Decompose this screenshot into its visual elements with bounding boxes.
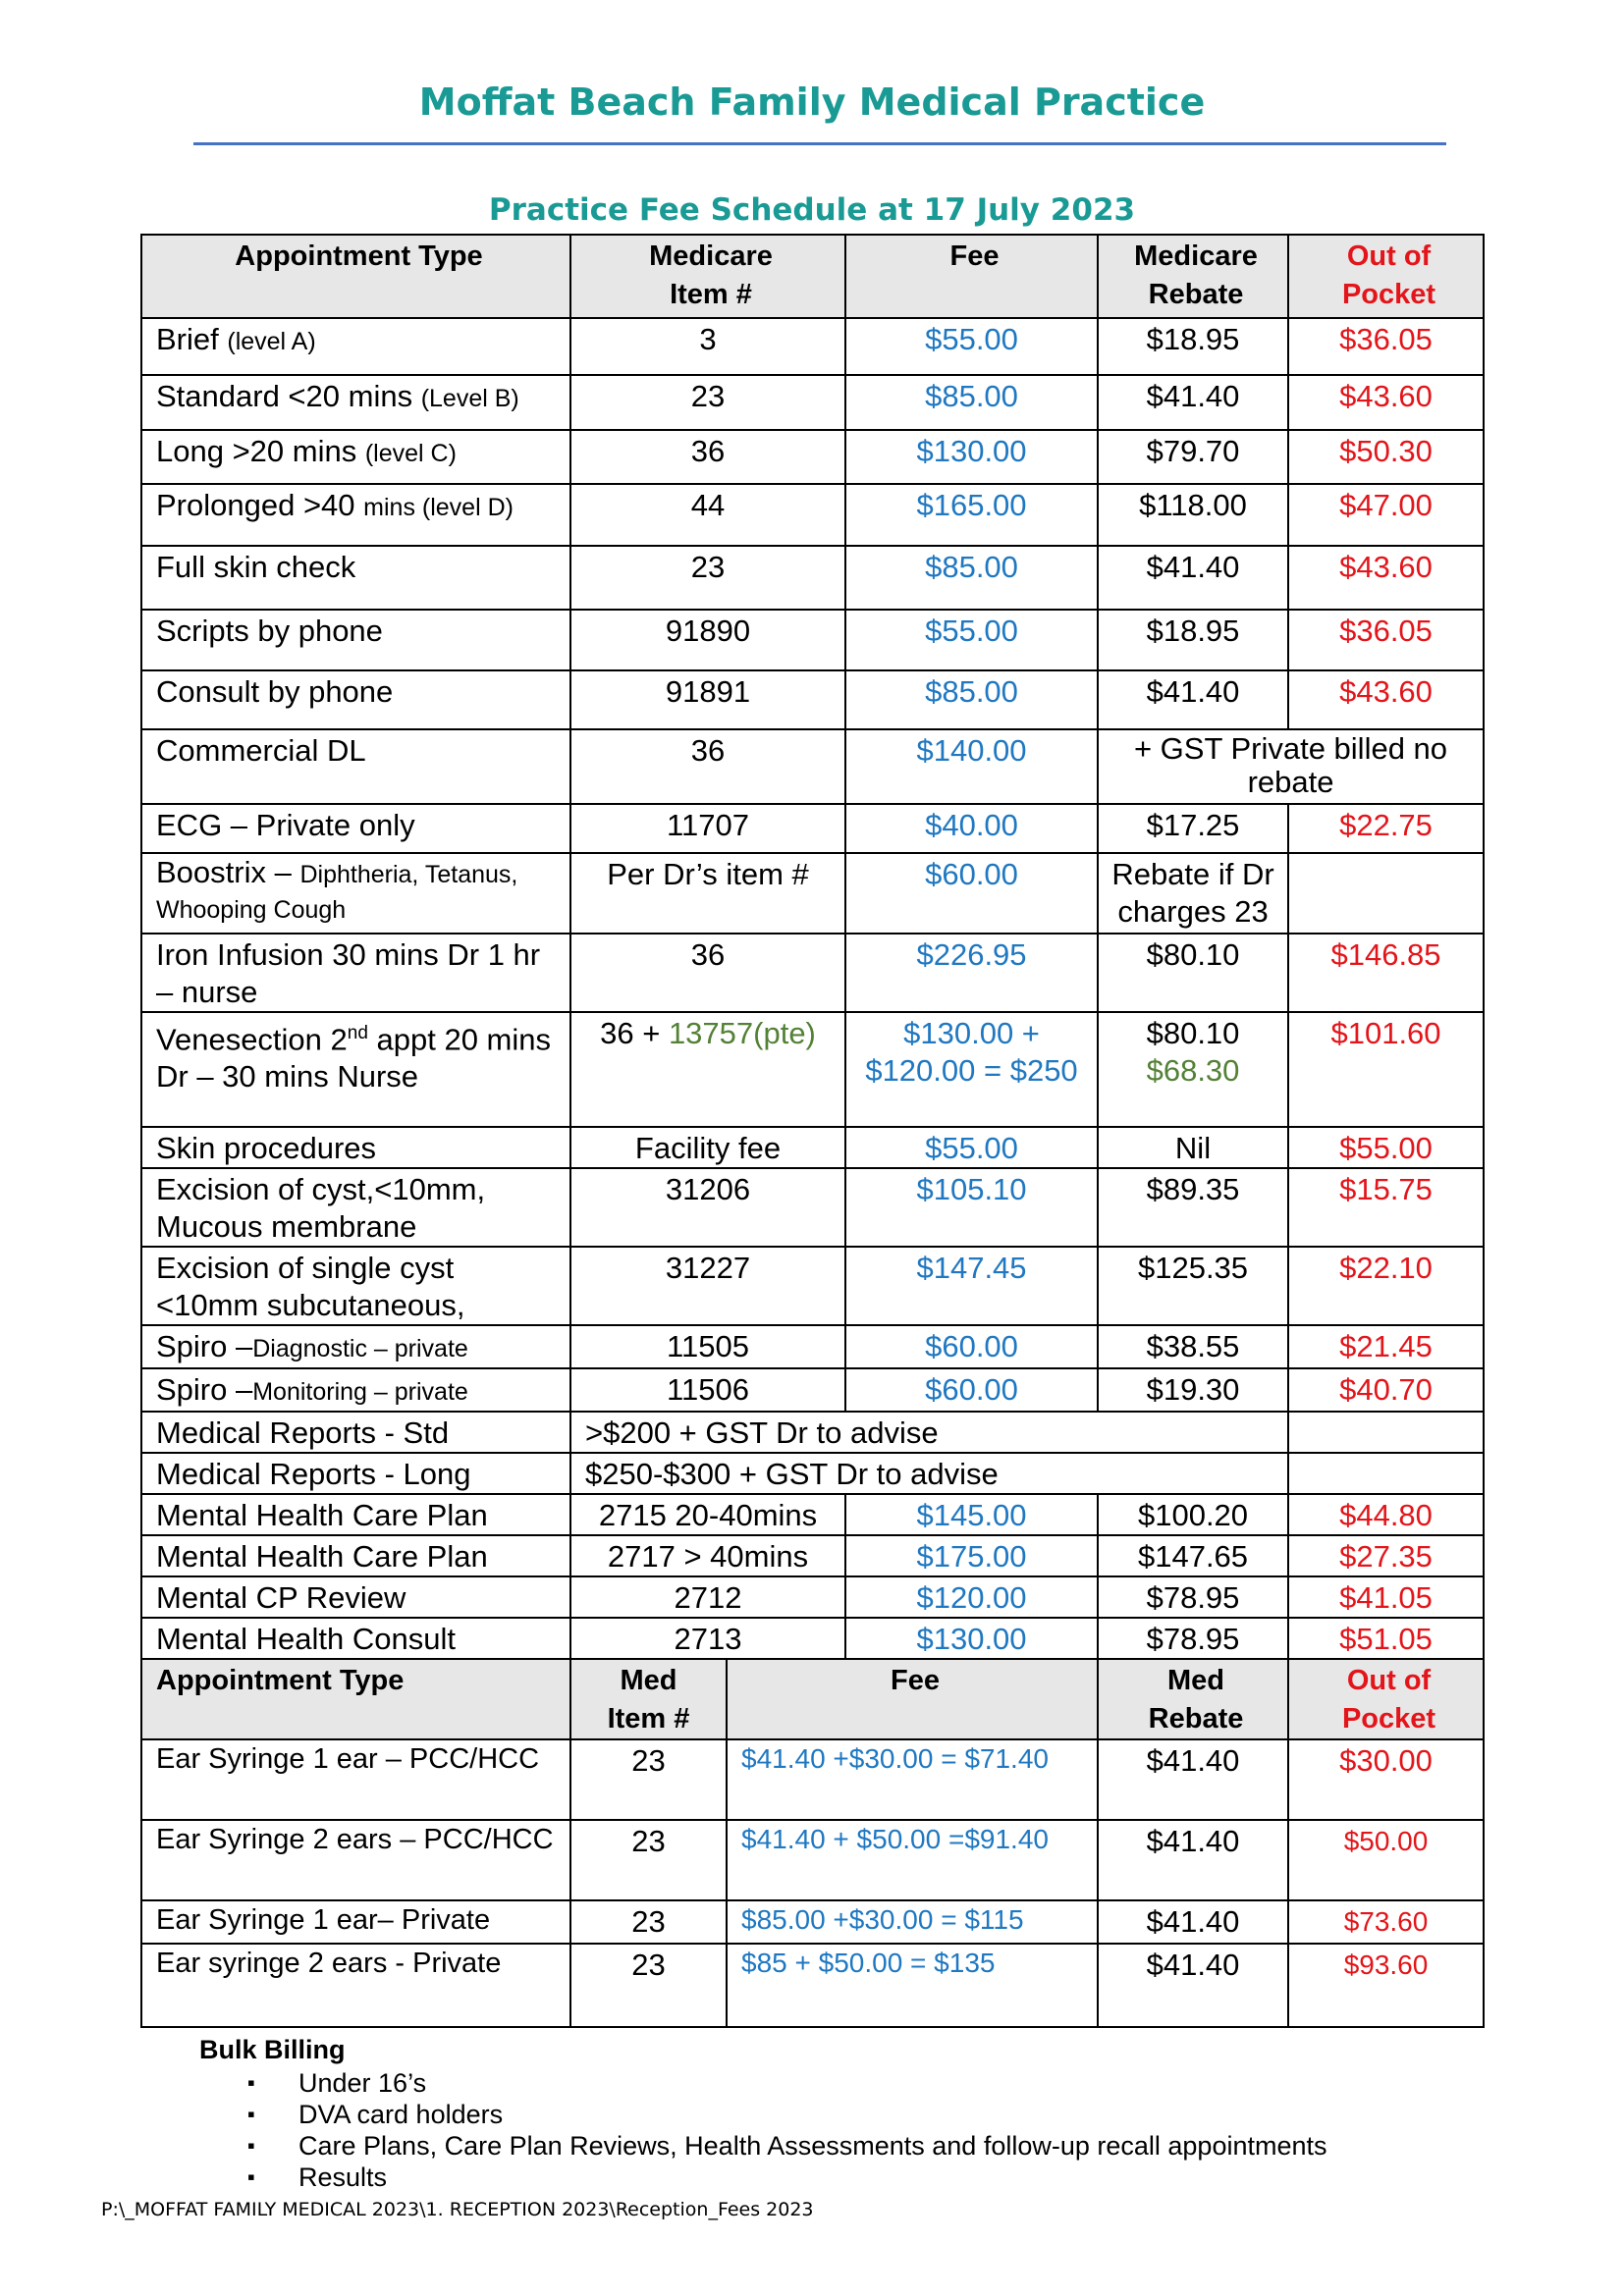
rebate: $18.95 <box>1098 610 1288 670</box>
table-row <box>141 1453 1484 1494</box>
header-out-of-word: Out of <box>1346 240 1432 272</box>
rebate: $41.40 <box>1098 1944 1288 2027</box>
out-of-pocket <box>1288 1412 1484 1453</box>
title-underline <box>193 142 1446 145</box>
rebate: $41.40 <box>1098 546 1288 610</box>
table-row <box>141 1618 1484 1659</box>
header-fee: Fee <box>727 1659 1098 1739</box>
header-out-of-pocket <box>1288 1659 1484 1739</box>
appointment-type: Scripts by phone <box>141 610 570 670</box>
rebate: $41.40 <box>1098 375 1288 430</box>
table-row <box>141 430 1484 484</box>
table-header-row <box>141 235 1484 318</box>
table-row <box>141 1900 1484 1944</box>
fee: $55.00 <box>845 610 1098 670</box>
table-row <box>141 1247 1484 1325</box>
rebate-note: + GST Private billed no rebate <box>1098 729 1484 804</box>
header-medicare-word-2: Medicare <box>1134 240 1258 272</box>
fee: $85 + $50.00 = $135 <box>727 1944 1098 2027</box>
out-of-pocket: $50.30 <box>1288 430 1484 484</box>
appointment-type: Excision of cyst,<10mm, Mucous membrane <box>141 1168 570 1247</box>
fee: $105.10 <box>845 1168 1098 1247</box>
appointment-type <box>141 1325 570 1368</box>
header-rebate-word: Rebate <box>1148 1703 1244 1735</box>
type-sup: nd <box>347 1023 368 1043</box>
fee: $85.00 <box>845 546 1098 610</box>
fee: $40.00 <box>845 804 1098 853</box>
type-small: mins (level D) <box>363 494 514 521</box>
table-row <box>141 1820 1484 1900</box>
item-number: 23 <box>570 1900 727 1944</box>
table-row <box>141 610 1484 670</box>
header-appointment-type: Appointment Type <box>141 1659 570 1739</box>
header-medicare-word: Medicare <box>649 240 773 272</box>
fee: $140.00 <box>845 729 1098 804</box>
item-number: 23 <box>570 546 845 610</box>
appointment-type: Medical Reports - Std <box>141 1412 570 1453</box>
table-row <box>141 1576 1484 1618</box>
out-of-pocket: $36.05 <box>1288 610 1484 670</box>
item-b: 13757(pte) <box>668 1016 816 1050</box>
header-item-word: Item # <box>607 1703 690 1735</box>
item-number: 36 <box>570 430 845 484</box>
type-main: Standard <20 mins <box>156 379 413 413</box>
type-a: Spiro – <box>156 1329 253 1363</box>
header-rebate-word: Rebate <box>1148 279 1244 310</box>
fee: $60.00 <box>845 1325 1098 1368</box>
appointment-type <box>141 1012 570 1127</box>
fee: $41.40 +$30.00 = $71.40 <box>727 1739 1098 1820</box>
fee: $175.00 <box>845 1535 1098 1576</box>
item-number: 11505 <box>570 1325 845 1368</box>
type-small: (level A) <box>227 328 316 355</box>
header-med-rebate <box>1098 1659 1288 1739</box>
rebate-a: $80.10 <box>1146 1016 1240 1050</box>
rebate: $41.40 <box>1098 1900 1288 1944</box>
item-number: 31206 <box>570 1168 845 1247</box>
appointment-type: Commercial DL <box>141 729 570 804</box>
bulk-billing-title: Bulk Billing <box>199 2035 346 2064</box>
fee: $55.00 <box>845 1127 1098 1168</box>
rebate: $78.95 <box>1098 1618 1288 1659</box>
fee: $145.00 <box>845 1494 1098 1535</box>
item-number: 23 <box>570 1944 727 2027</box>
rebate: $89.35 <box>1098 1168 1288 1247</box>
item-number: 91890 <box>570 610 845 670</box>
type-small: (level C) <box>364 440 457 467</box>
page-title: Moffat Beach Family Medical Practice <box>418 80 1206 124</box>
out-of-pocket: $15.75 <box>1288 1168 1484 1247</box>
rebate: $80.10 <box>1098 934 1288 1012</box>
out-of-pocket: $101.60 <box>1288 1012 1484 1127</box>
type-b: Monitoring – private <box>252 1378 468 1406</box>
header-pocket-word: Pocket <box>1341 1703 1436 1735</box>
list-item: ▪ DVA card holders <box>247 2099 1327 2130</box>
appointment-type <box>141 853 570 934</box>
rebate: Rebate if Dr charges 23 <box>1098 853 1288 934</box>
appointment-type: Mental CP Review <box>141 1576 570 1618</box>
file-path-footer: P:\_MOFFAT FAMILY MEDICAL 2023\1. RECEPTION 2023\Reception_Fees 2023 <box>101 2199 814 2220</box>
rebate: $17.25 <box>1098 804 1288 853</box>
report-note: $250-$300 + GST Dr to advise <box>570 1453 1288 1494</box>
table-row <box>141 729 1484 804</box>
fee: $147.45 <box>845 1247 1098 1325</box>
rebate-b: $68.30 <box>1146 1053 1240 1088</box>
header-med-word: Med <box>620 1665 677 1696</box>
out-of-pocket: $55.00 <box>1288 1127 1484 1168</box>
appointment-type: Ear syringe 2 ears - Private <box>141 1944 570 2027</box>
out-of-pocket: $51.05 <box>1288 1618 1484 1659</box>
table-row <box>141 546 1484 610</box>
table-row <box>141 1535 1484 1576</box>
item-number: 36 <box>570 934 845 1012</box>
list-item: ▪ Care Plans, Care Plan Reviews, Health Assessments and follow-up recall appointments <box>247 2130 1327 2162</box>
appointment-type: Mental Health Care Plan <box>141 1494 570 1535</box>
item-number: 23 <box>570 1820 727 1900</box>
type-main: Long >20 mins <box>156 434 357 468</box>
appointment-type <box>141 318 570 375</box>
type-b: Diagnostic – private <box>252 1335 468 1362</box>
fee: $85.00 <box>845 375 1098 430</box>
table-row <box>141 318 1484 375</box>
item-number: 23 <box>570 375 845 430</box>
header-pocket-word: Pocket <box>1341 279 1436 310</box>
rebate: $38.55 <box>1098 1325 1288 1368</box>
item-number: 2713 <box>570 1618 845 1659</box>
item-number <box>570 1012 845 1127</box>
appointment-type <box>141 1368 570 1412</box>
item-number: Facility fee <box>570 1127 845 1168</box>
rebate: $41.40 <box>1098 1739 1288 1820</box>
fee: $85.00 +$30.00 = $115 <box>727 1900 1098 1944</box>
appointment-type <box>141 375 570 430</box>
appointment-type: Excision of single cyst <10mm subcutaneous, <box>141 1247 570 1325</box>
fee: $130.00 <box>845 430 1098 484</box>
header-fee: Fee <box>845 235 1098 318</box>
header-item-word: Item # <box>670 279 752 310</box>
item-number: 3 <box>570 318 845 375</box>
item-number: 36 <box>570 729 845 804</box>
header-out-of-pocket <box>1288 235 1484 318</box>
rebate: Nil <box>1098 1127 1288 1168</box>
header-medicare-item <box>570 235 845 318</box>
rebate <box>1098 1012 1288 1127</box>
appointment-type: Full skin check <box>141 546 570 610</box>
rebate: $147.65 <box>1098 1535 1288 1576</box>
fee-table <box>140 234 1485 2028</box>
list-item: ▪ Under 16’s <box>247 2067 1327 2099</box>
fee: $41.40 + $50.00 =$91.40 <box>727 1820 1098 1900</box>
out-of-pocket: $43.60 <box>1288 546 1484 610</box>
out-of-pocket: $27.35 <box>1288 1535 1484 1576</box>
table-row <box>141 484 1484 546</box>
item-number: 2717 > 40mins <box>570 1535 845 1576</box>
type-main: Prolonged >40 <box>156 488 355 522</box>
rebate: $41.40 <box>1098 1820 1288 1900</box>
table-row <box>141 375 1484 430</box>
appointment-type: Medical Reports - Long <box>141 1453 570 1494</box>
fee: $226.95 <box>845 934 1098 1012</box>
out-of-pocket: $47.00 <box>1288 484 1484 546</box>
type-post: appt 20 mins Dr – 30 mins Nurse <box>156 1022 552 1095</box>
appointment-type: ECG – Private only <box>141 804 570 853</box>
rebate: $100.20 <box>1098 1494 1288 1535</box>
out-of-pocket <box>1288 853 1484 934</box>
item-number: Per Dr’s item # <box>570 853 845 934</box>
rebate: $41.40 <box>1098 670 1288 729</box>
rebate: $18.95 <box>1098 318 1288 375</box>
fee: $55.00 <box>845 318 1098 375</box>
appointment-type: Consult by phone <box>141 670 570 729</box>
out-of-pocket: $40.70 <box>1288 1368 1484 1412</box>
table-row <box>141 1739 1484 1820</box>
rebate: $19.30 <box>1098 1368 1288 1412</box>
item-number: 11506 <box>570 1368 845 1412</box>
type-a: Spiro – <box>156 1372 253 1407</box>
item-number: 2712 <box>570 1576 845 1618</box>
header-out-of-word: Out of <box>1346 1665 1432 1696</box>
item-number: 23 <box>570 1739 727 1820</box>
fee: $60.00 <box>845 1368 1098 1412</box>
appointment-type <box>141 484 570 546</box>
item-number: 2715 20-40mins <box>570 1494 845 1535</box>
rebate: $118.00 <box>1098 484 1288 546</box>
type-pre: Venesection 2 <box>156 1022 348 1057</box>
rebate: $79.70 <box>1098 430 1288 484</box>
table-row <box>141 1944 1484 2027</box>
type-main: Boostrix – <box>156 855 292 889</box>
appointment-type: Ear Syringe 1 ear– Private <box>141 1900 570 1944</box>
table-row <box>141 1325 1484 1368</box>
out-of-pocket: $43.60 <box>1288 375 1484 430</box>
out-of-pocket: $146.85 <box>1288 934 1484 1012</box>
out-of-pocket: $21.45 <box>1288 1325 1484 1368</box>
appointment-type: Mental Health Consult <box>141 1618 570 1659</box>
fee: $60.00 <box>845 853 1098 934</box>
table-row <box>141 1012 1484 1127</box>
out-of-pocket: $43.60 <box>1288 670 1484 729</box>
item-number: 91891 <box>570 670 845 729</box>
table-row <box>141 1494 1484 1535</box>
table-row <box>141 670 1484 729</box>
out-of-pocket: $30.00 <box>1288 1739 1484 1820</box>
rebate: $78.95 <box>1098 1576 1288 1618</box>
table-row <box>141 1368 1484 1412</box>
out-of-pocket: $22.10 <box>1288 1247 1484 1325</box>
table-row <box>141 934 1484 1012</box>
type-small: (Level B) <box>420 385 519 412</box>
fee: $130.00 + $120.00 = $250 <box>845 1012 1098 1127</box>
table-header-row-2 <box>141 1659 1484 1739</box>
out-of-pocket: $73.60 <box>1288 1900 1484 1944</box>
report-note: >$200 + GST Dr to advise <box>570 1412 1288 1453</box>
type-small: Diphtheria, Tetanus, Whooping Cough <box>156 861 518 924</box>
fee: $130.00 <box>845 1618 1098 1659</box>
type-main: Brief <box>156 322 219 356</box>
table-row <box>141 1127 1484 1168</box>
item-number: 31227 <box>570 1247 845 1325</box>
table-row <box>141 804 1484 853</box>
out-of-pocket: $50.00 <box>1288 1820 1484 1900</box>
fee: $165.00 <box>845 484 1098 546</box>
rebate: $125.35 <box>1098 1247 1288 1325</box>
appointment-type: Ear Syringe 2 ears – PCC/HCC <box>141 1820 570 1900</box>
appointment-type: Ear Syringe 1 ear – PCC/HCC <box>141 1739 570 1820</box>
table-row <box>141 1412 1484 1453</box>
out-of-pocket: $22.75 <box>1288 804 1484 853</box>
table-row <box>141 853 1484 934</box>
fee: $120.00 <box>845 1576 1098 1618</box>
item-number: 11707 <box>570 804 845 853</box>
table-row <box>141 1168 1484 1247</box>
header-med-item <box>570 1659 727 1739</box>
header-med-word-2: Med <box>1167 1665 1225 1696</box>
out-of-pocket: $44.80 <box>1288 1494 1484 1535</box>
appointment-type <box>141 430 570 484</box>
list-item: ▪ Results <box>247 2162 1327 2193</box>
header-medicare-rebate <box>1098 235 1288 318</box>
appointment-type: Mental Health Care Plan <box>141 1535 570 1576</box>
header-appointment-type: Appointment Type <box>141 235 570 318</box>
out-of-pocket: $36.05 <box>1288 318 1484 375</box>
item-a: 36 + <box>600 1016 669 1050</box>
fee: $85.00 <box>845 670 1098 729</box>
item-number: 44 <box>570 484 845 546</box>
out-of-pocket <box>1288 1453 1484 1494</box>
fee-schedule-subtitle: Practice Fee Schedule at 17 July 2023 <box>488 192 1136 228</box>
out-of-pocket: $93.60 <box>1288 1944 1484 2027</box>
bulk-billing-list <box>247 2067 1327 2193</box>
appointment-type: Skin procedures <box>141 1127 570 1168</box>
appointment-type: Iron Infusion 30 mins Dr 1 hr – nurse <box>141 934 570 1012</box>
out-of-pocket: $41.05 <box>1288 1576 1484 1618</box>
